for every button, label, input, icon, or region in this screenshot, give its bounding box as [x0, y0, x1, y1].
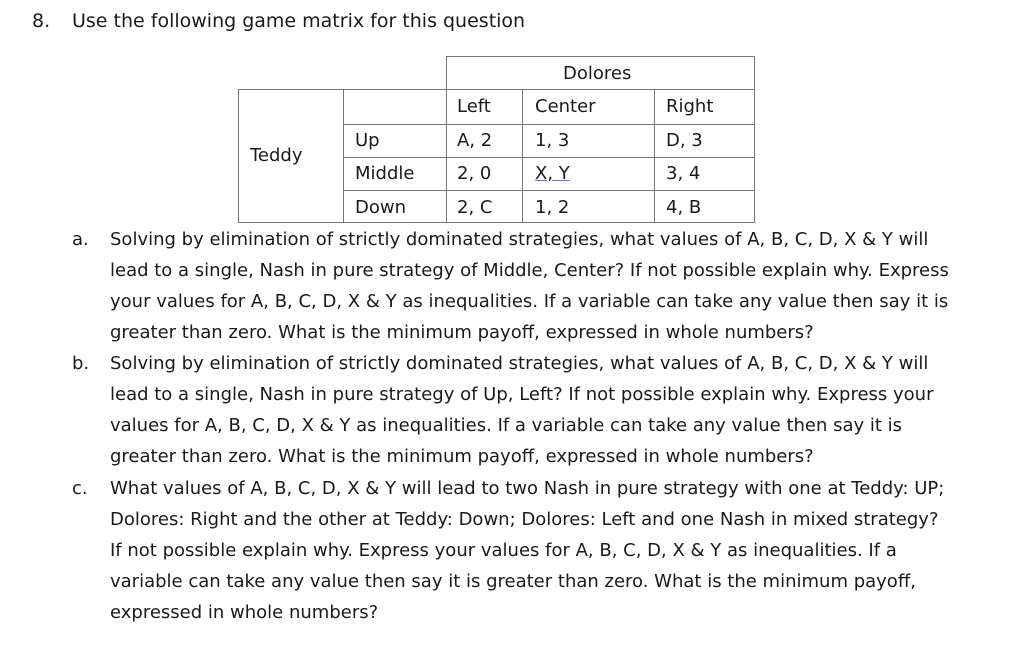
payoff-cell: 3, 4: [666, 163, 701, 184]
matrix-line: [238, 222, 755, 223]
subquestion-text: Solving by elimination of strictly dominated strategies, what values of A, B, C, D, X & Y will: [110, 353, 929, 374]
payoff-cell: D, 3: [666, 130, 703, 151]
subquestion-text: Solving by elimination of strictly dominated strategies, what values of A, B, C, D, X & Y will: [110, 229, 929, 250]
column-player-label: Dolores: [563, 63, 632, 84]
subquestion-text: What values of A, B, C, D, X & Y will lead to two Nash in pure strategy with one at Teddy: UP;: [110, 478, 945, 499]
matrix-line: [238, 89, 239, 222]
matrix-line: [754, 56, 755, 222]
subquestion-text: lead to a single, Nash in pure strategy of Up, Left? If not possible explain why. Express your: [110, 384, 934, 405]
column-header: Right: [666, 96, 714, 117]
matrix-line: [343, 157, 755, 158]
payoff-cell: 2, C: [457, 197, 493, 218]
subquestion-text: expressed in whole numbers?: [110, 602, 379, 623]
row-label: Up: [355, 130, 380, 151]
payoff-cell: 1, 3: [535, 130, 570, 151]
subquestion-label: c.: [72, 478, 88, 499]
subquestion-label: b.: [72, 353, 90, 374]
payoff-cell: X, Y: [535, 163, 570, 184]
payoff-cell: 1, 2: [535, 197, 570, 218]
subquestion-text: If not possible explain why. Express your values for A, B, C, D, X & Y as inequalities. If a: [110, 540, 897, 561]
payoff-cell: 4, B: [666, 197, 702, 218]
subquestion-label: a.: [72, 229, 89, 250]
row-label: Down: [355, 197, 407, 218]
payoff-cell: 2, 0: [457, 163, 492, 184]
subquestion-text: variable can take any value then say it is greater than zero. What is the minimum payoff,: [110, 571, 916, 592]
subquestion-text: values for A, B, C, D, X & Y as inequalities. If a variable can take any value then say it is: [110, 415, 903, 436]
subquestion-text: greater than zero. What is the minimum payoff, expressed in whole numbers?: [110, 322, 814, 343]
row-label: Middle: [355, 163, 415, 184]
column-header: Center: [535, 96, 596, 117]
question-number: 8.: [32, 10, 51, 32]
matrix-line: [238, 89, 755, 90]
subquestion-text: Dolores: Right and the other at Teddy: Down; Dolores: Left and one Nash in mixed strategy?: [110, 509, 939, 530]
matrix-line: [522, 89, 523, 222]
matrix-line: [343, 89, 344, 222]
question-stem: Use the following game matrix for this question: [72, 10, 526, 32]
matrix-line: [446, 56, 755, 57]
matrix-line: [654, 89, 655, 222]
row-player-label: Teddy: [250, 145, 303, 166]
matrix-line: [343, 190, 755, 191]
column-header: Left: [457, 96, 491, 117]
matrix-line: [343, 124, 755, 125]
subquestion-text: your values for A, B, C, D, X & Y as inequalities. If a variable can take any value then say it is: [110, 291, 949, 312]
subquestion-text: greater than zero. What is the minimum payoff, expressed in whole numbers?: [110, 446, 814, 467]
subquestion-text: lead to a single, Nash in pure strategy of Middle, Center? If not possible explain why. Express: [110, 260, 949, 281]
payoff-cell: A, 2: [457, 130, 493, 151]
matrix-line: [446, 56, 447, 222]
